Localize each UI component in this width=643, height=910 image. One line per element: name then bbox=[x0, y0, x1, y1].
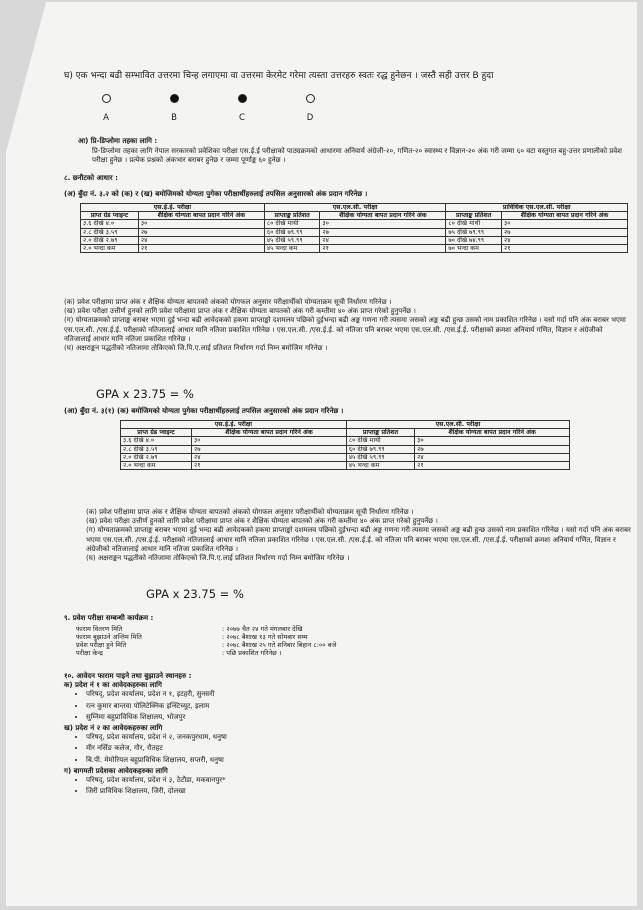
answer-options bbox=[96, 94, 356, 130]
option-d-circle bbox=[306, 94, 315, 103]
t1-sub-1: शैक्षिक योग्यता बापत प्रदान गरिने अंक bbox=[138, 212, 264, 220]
schedule-value: : २०७८ बैशाख २५ गते शनिबार बिहान ८:०० बजे bbox=[222, 641, 337, 649]
list-item: • मीर नर्सिङ कलेज, गौर, रौतहट bbox=[86, 744, 624, 753]
application-places bbox=[64, 672, 624, 798]
t2-r1-c1: २७ bbox=[192, 445, 347, 453]
t2-r2-c1: २४ bbox=[192, 453, 347, 461]
t1-r3-c3: २१ bbox=[320, 245, 446, 253]
option-c-circle bbox=[238, 94, 247, 103]
option-b-label: B bbox=[171, 113, 177, 123]
t2-r3-c0: २.० भन्दा कम bbox=[121, 462, 192, 470]
t1-sub-2: प्राप्ताङ्क प्रतिशत bbox=[264, 212, 320, 220]
t1-r0-c2: ८० देखि माथी bbox=[264, 220, 320, 228]
schedule-row bbox=[76, 641, 342, 649]
t1-r2-c0: २.० देखि २.७९ bbox=[81, 236, 139, 244]
t1-r0-c3: ३० bbox=[320, 220, 446, 228]
marks-table-1 bbox=[80, 203, 628, 253]
option-c bbox=[232, 94, 252, 123]
t2-group-slc: एस.एल.सी. परीक्षा bbox=[346, 421, 569, 429]
t1-r2-c1: २४ bbox=[138, 236, 264, 244]
province-1-heading: क) प्रदेश नं १ का आवेदकहरुका लागि bbox=[64, 681, 162, 690]
t1-r0-c0: ३.६ देखि ४.० bbox=[81, 220, 139, 228]
pre-diploma-heading: आ) प्रि-डिप्लोमा तहका लागि : bbox=[78, 137, 158, 145]
t2-r0-c1: ३० bbox=[192, 437, 347, 445]
t1-r1-c2: ६० देखि ७९.९९ bbox=[264, 228, 320, 236]
note-1-kha: (ख) प्रवेश परीक्षा उत्तीर्ण हुनको लागि प्रवेश परीक्षामा प्राप्त अंक र शैक्षिक योग्यता बापतको अंक गरी कम्तीमा ४० अंक प्राप्त गरेको हुनुपर्नेछ । bbox=[64, 307, 416, 316]
schedule-value: : २०७७ चैत २४ गते मंगलबार देखि bbox=[222, 625, 303, 633]
t1-r2-c2: ४५ देखि ५९.९९ bbox=[264, 236, 320, 244]
t2-r3-c2: ४५ भन्दा कम bbox=[346, 462, 414, 470]
t1-r0-c5: ३० bbox=[501, 220, 627, 228]
option-a bbox=[96, 94, 116, 123]
t2-r2-c0: २.० देखि २.७९ bbox=[121, 453, 192, 461]
t1-r3-c2: ४५ भन्दा कम bbox=[264, 245, 320, 253]
schedule-row bbox=[76, 633, 342, 641]
t2-sub-1: शैक्षिक योग्यता बापत प्रदान गरिने अंक bbox=[192, 429, 347, 437]
t1-group-slc: एस.एल.सी. परीक्षा bbox=[264, 204, 446, 212]
t1-r3-c0: २.० भन्दा कम bbox=[81, 245, 139, 253]
table-row bbox=[81, 228, 628, 236]
option-d bbox=[300, 94, 320, 123]
list-item: • रत्न कुमार बान्तवा पोलिटेक्निक इन्स्टिच्यूट, इलाम bbox=[86, 702, 624, 711]
province-1-list bbox=[64, 690, 624, 722]
t1-r0-c1: ३० bbox=[138, 220, 264, 228]
option-b bbox=[164, 94, 184, 123]
t1-group-see: एस.ई.ई. परीक्षा bbox=[81, 204, 265, 212]
note-2-ga: (ग) योग्यताक्रमको प्राप्ताङ्क बराबर भएमा दुई भन्दा बढी आवेदकको हकमा प्राप्ताङ्को दशमलव पछिको दुईभन्दा बढी अङ्क गणना गरी त्यसमा जसको अङ्क बढी हुन्छ उसको नाम प्रकाशित गरिनेछ । यसो गर्दा पनि अंक बराबर भएमा एस.एल.सी. /एस.ई.ई. परीक्षाको नतिजालाई आधार मानि नतिजा प्रकाशित गरिनेछ । एस.एल.सी. /एस.ई.ई. को नतिजा पनि बराबर भएमा एस.एल.सी. /एस.ई.ई. परीक्षाको क्रमशः अनिवार्य गणित, विज्ञान र अंग्रेजीको नतिजालाई आधार मानि नतिजा प्रकाशित गरिनेछ । bbox=[86, 526, 631, 553]
t2-sub-0: प्राप्त ग्रेड प्वाइन्ट bbox=[121, 429, 192, 437]
document-page bbox=[6, 2, 637, 906]
instruction-gha: घ) एक भन्दा बढी सम्भावित उत्तरमा चिन्ह लगाएमा वा उत्तरमा केरमेट गरेमा त्यस्ता उत्तरहरु स्वतः रद्ध हुनेछन । जस्तै सही उत्तर B हुदा bbox=[64, 71, 494, 81]
application-places-heading: १०. आवेदन फाराम पाइने तथा बुझाउने स्थानहरु : bbox=[64, 672, 192, 680]
t1-r2-c3: २४ bbox=[320, 236, 446, 244]
folded-corner bbox=[6, 2, 46, 152]
schedule-row bbox=[76, 649, 342, 657]
table-row bbox=[81, 220, 628, 228]
table-row bbox=[121, 445, 570, 453]
section-aa-heading: (आ) बुँदा नं. ३(१) (क) बमोजिमको योग्यता पुगेका परीक्षार्थीहरुलाई तपसिल अनुसारको अंक प्रदान गरिनेछ । bbox=[64, 407, 344, 415]
table-row bbox=[81, 245, 628, 253]
t1-r1-c0: २.८ देखि ३.५९ bbox=[81, 228, 139, 236]
t1-r1-c4: ७५ देखि ७९.९९ bbox=[446, 228, 502, 236]
schedule-value: : २०७८ बैशाख १३ गते सोमबार सम्म bbox=[222, 633, 308, 641]
t1-sub-0: प्राप्त ग्रेड प्वाइन्ट bbox=[81, 212, 139, 220]
table-row bbox=[81, 236, 628, 244]
t2-r1-c0: २.८ देखि ३.५९ bbox=[121, 445, 192, 453]
schedule-label: फाराम वितरण मिति bbox=[76, 625, 123, 633]
list-item: • बि.पी. मेमोरियल बहुप्राविधिक शिक्षालय, सप्तरी, धनुषा bbox=[86, 756, 624, 765]
table-row bbox=[121, 437, 570, 445]
t1-group-tslc: प्राविधिक एस.एल.सी. परीक्षा bbox=[446, 204, 628, 212]
province-2-list bbox=[64, 733, 624, 765]
t2-r0-c0: ३.६ देखि ४.० bbox=[121, 437, 192, 445]
section-a-heading: (अ) बुँदा नं. ३.२ को (क) र (ख) बमोजिमको योग्यता पुगेका परीक्षार्थीहरुलाई तपसिल अनुसारको अंक प्रदान गरिनेछ । bbox=[64, 190, 368, 198]
schedule-label: परीक्षा केन्द्र bbox=[76, 649, 103, 657]
option-a-circle bbox=[102, 94, 111, 103]
note-2-kha: (ख) प्रवेश परीक्षा उत्तीर्ण हुनको लागि प्रवेश परीक्षामा प्राप्त अंक र शैक्षिक योग्यता बापतको अंक गरी कम्तीमा ४० अंक प्राप्त गरेको हुनुपर्नेछ । bbox=[86, 517, 438, 526]
bagmati-heading: ग) बागमती प्रदेशका आवेदकहरुका लागि bbox=[64, 766, 168, 775]
t1-sub-5: शैक्षिक योग्यता बापत प्रदान गरिने अंक bbox=[501, 212, 627, 220]
option-c-label: C bbox=[239, 113, 245, 123]
note-1-ga: (ग) योग्यताक्रमको प्राप्ताङ्क बराबर भएमा दुई भन्दा बढी आवेदकको हकमा प्राप्ताङ्को दशमलव पछिको दुईभन्दा बढी अङ्क गणना गरी त्यसमा जसको अङ्क बढी हुन्छ उसको नाम प्रकाशित गरिनेछ । यसो गर्दा पनि अंक बराबर भएमा एस.एल.सी. /एस.ई.ई. परीक्षाको नतिजालाई आधार मानि नतिजा प्रकाशित गरिनेछ । एस.एल.सी. /एस.ई.ई. को नतिजा पनि बराबर भएमा एस.एल.सी. /एस.ई.ई. परीक्षाको क्रमशः अनिवार्य गणित, विज्ञान र अंग्रेजीको नतिजालाई आधार मानि नतिजा प्रकाशित गरिनेछ । bbox=[64, 316, 626, 343]
t1-r2-c4: ७० देखि ७४.९९ bbox=[446, 236, 502, 244]
gpa-formula-2: GPA x 23.75 = % bbox=[146, 587, 244, 601]
option-a-label: A bbox=[103, 113, 109, 123]
notes-2 bbox=[86, 508, 631, 563]
t1-r3-c5: २१ bbox=[501, 245, 627, 253]
note-1-gha: (घ) अक्षराङ्कन पद्धतीको नतिजामा तोकिएको जि.पि.ए.लाई प्रतिशत निर्धारण गर्दा निम्न बमोजिम गरिनेछ । bbox=[64, 344, 328, 353]
t1-r1-c5: २७ bbox=[501, 228, 627, 236]
list-item: • परिषद्, प्रदेश कार्यालय, प्रदेश नं २, जनकपुरधाम, धनुषा bbox=[86, 733, 624, 742]
note-1-ka: (क) प्रवेश परीक्षामा प्राप्त अंक र शैक्षिक योग्यता बापतको अंकको योगफल अनुसार परीक्षार्थीको योग्यताक्रम सूची निर्धारण गरिनेछ । bbox=[64, 298, 392, 306]
list-item: • परिषद्, प्रदेश कार्यालय, प्रदेश न १, इटहरी, सुनसरी bbox=[86, 690, 624, 699]
t1-r3-c4: ७० भन्दा कम bbox=[446, 245, 502, 253]
gpa-formula-1: GPA x 23.75 = % bbox=[96, 387, 194, 401]
list-item: • परिषद्, प्रदेश कार्यालय, प्रदेश नं ३, ठेटौडा, मकवानपुर* bbox=[86, 776, 624, 785]
note-2-ka: (क) प्रवेश परीक्षामा प्राप्त अंक र शैक्षिक योग्यता बापतको अंकको योगफल अनुसार परीक्षार्थीको योग्यताक्रम सूची निर्धारण गरिनेछ । bbox=[86, 508, 414, 516]
t1-r3-c1: २१ bbox=[138, 245, 264, 253]
t2-r0-c3: ३० bbox=[415, 437, 570, 445]
t2-sub-3: शैक्षिक योग्यता बापत प्रदान गरिने अंक bbox=[415, 429, 570, 437]
province-2-heading: ख) प्रदेश नं २ का आवेदकहरुका लागि bbox=[64, 724, 163, 733]
t2-r3-c1: २१ bbox=[192, 462, 347, 470]
option-d-label: D bbox=[306, 113, 314, 123]
t2-r2-c2: ४५ देखि ५९.९९ bbox=[346, 453, 414, 461]
t2-r1-c3: २७ bbox=[415, 445, 570, 453]
notes-1 bbox=[64, 298, 629, 353]
schedule-label: प्रवेश परीक्षा हुने मिति bbox=[76, 641, 127, 649]
t1-sub-3: शैक्षिक योग्यता बापत प्रदान गरिने अंक bbox=[320, 212, 446, 220]
t2-r2-c3: २४ bbox=[415, 453, 570, 461]
t2-group-see: एस.ई.ई. परीक्षा bbox=[121, 421, 347, 429]
t1-r0-c4: ८० देखि माथी bbox=[446, 220, 502, 228]
marks-table-2 bbox=[120, 420, 570, 470]
t1-r1-c1: २७ bbox=[138, 228, 264, 236]
list-item: • जिरी प्राविधिक शिक्षालय, जिरी, दोलखा bbox=[86, 787, 624, 796]
t2-r3-c3: २१ bbox=[415, 462, 570, 470]
schedule-row bbox=[76, 625, 342, 633]
t2-r0-c2: ८० देखि माथी bbox=[346, 437, 414, 445]
schedule-label: फाराम बुझाउने अन्तिम मिति bbox=[76, 633, 142, 641]
selection-basis-heading: ८. छनौटको आधार : bbox=[64, 174, 118, 182]
exam-schedule-heading: ९. प्रवेश परीक्षा सम्बन्धी कार्यक्रम : bbox=[64, 614, 154, 622]
t2-r1-c2: ६० देखि ७९.९९ bbox=[346, 445, 414, 453]
note-2-gha: (घ) अक्षराङ्कन पद्धतीको नतिजामा तोकिएको जि.पि.ए.लाई प्रतिशत निर्धारण गर्दा निम्न बमोजिम गरिनेछ । bbox=[86, 554, 350, 563]
bagmati-list bbox=[64, 776, 624, 796]
table-row bbox=[121, 462, 570, 470]
t2-sub-2: प्राप्ताङ्क प्रतिशत bbox=[346, 429, 414, 437]
list-item: • सुम्निमा बहुप्राविधिक शिक्षालय, भोजपुर bbox=[86, 713, 624, 722]
pre-diploma-text: प्रि-डिप्लोमा तहका लागि नेपाल सरकारको प्रवेशिका परीक्षा एस.ई.ई परीक्षाको पाठ्यक्रमको आधारमा अनिवार्य अंग्रेजी-२०, गणित-२० स्वास्थ्य र विज्ञान-२० अंक गरी जम्मा ६० वटा वस्तुगत बहु-उत्तर प्रणालीको प्रवेश परीक्षा हुनेछ । प्रत्येक प्रश्नको अंकभार बराबर हुनेछ र जम्मा पूर्णाङ्क ६० हुनेछ । bbox=[92, 147, 622, 165]
option-b-circle bbox=[170, 94, 179, 103]
t1-r1-c3: २७ bbox=[320, 228, 446, 236]
schedule-value: : पछि प्रकाशित गरिनेछ । bbox=[222, 649, 282, 657]
exam-schedule bbox=[76, 625, 342, 657]
t1-sub-4: प्राप्ताङ्क प्रतिशत bbox=[446, 212, 502, 220]
t1-r2-c5: २४ bbox=[501, 236, 627, 244]
table-row bbox=[121, 453, 570, 461]
